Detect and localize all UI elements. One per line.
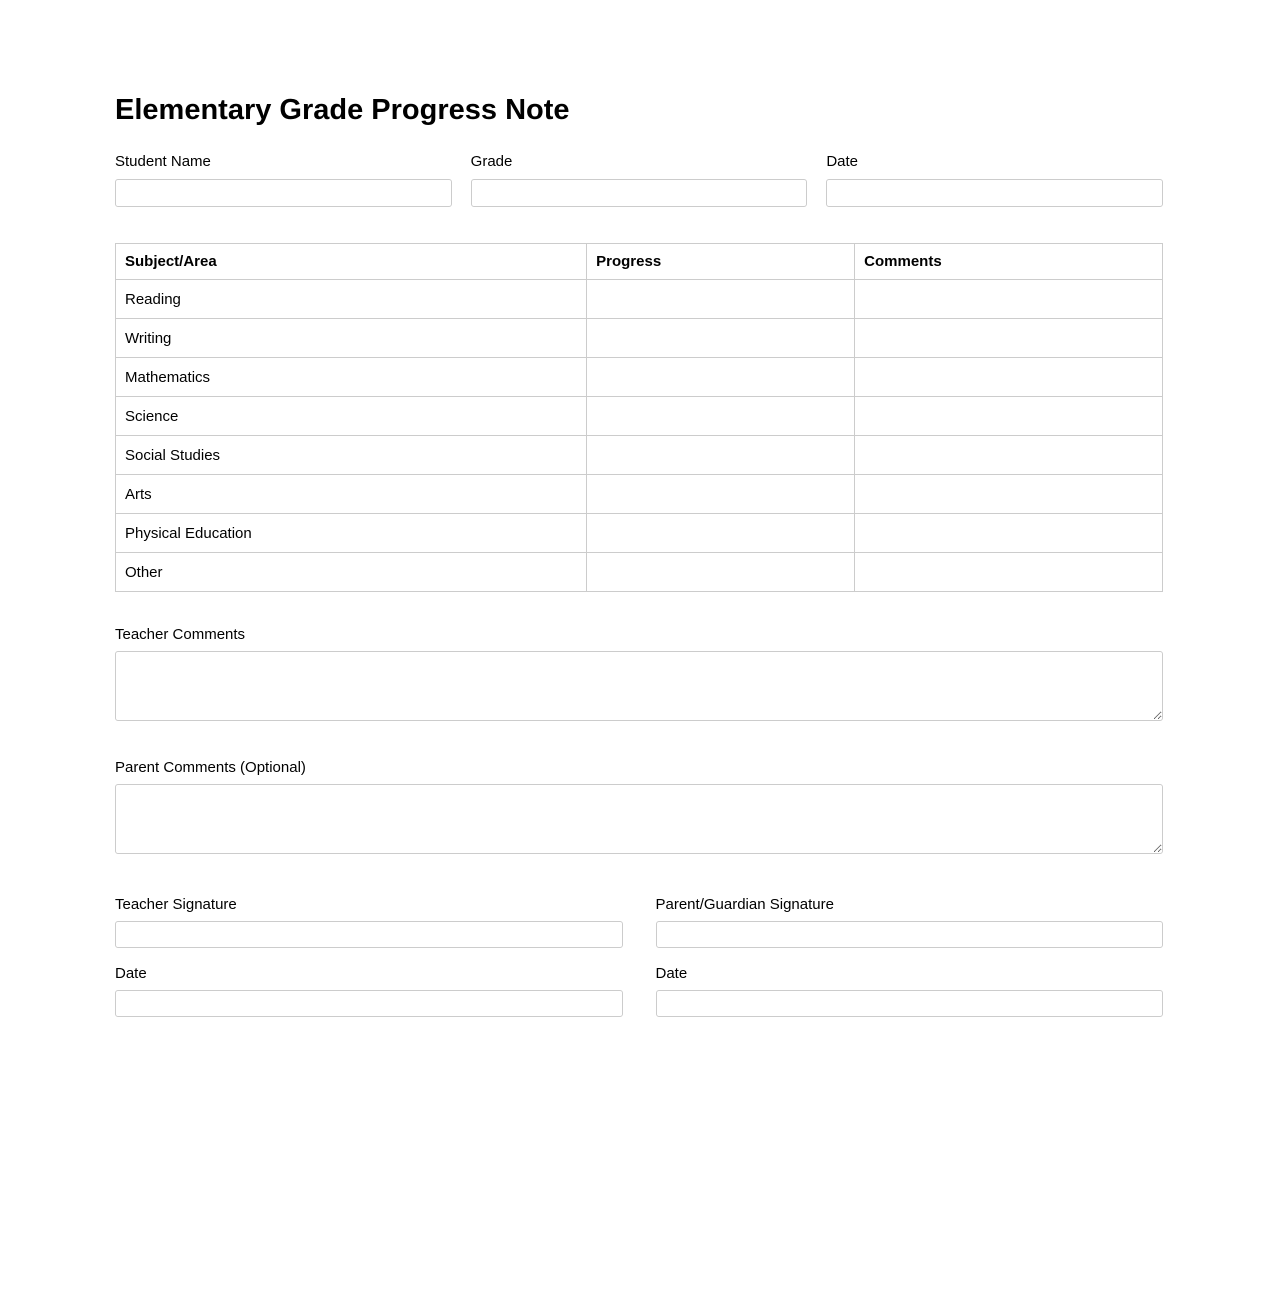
table-row [116, 397, 1163, 436]
top-fields-row [115, 153, 1163, 207]
grade-input[interactable] [471, 179, 808, 207]
comments-cell [855, 514, 1163, 553]
header-subject-area: Subject/Area [116, 244, 587, 280]
student-name-input[interactable] [115, 179, 452, 207]
table-row [116, 436, 1163, 475]
subject-cell: Writing [116, 319, 587, 358]
grade-label: Grade [470, 153, 513, 170]
parent-comments-group [115, 759, 1163, 854]
teacher-signature-column [115, 896, 623, 1034]
progress-note-form [115, 0, 1163, 1034]
parent-signature-group [656, 896, 1164, 948]
table-row [116, 553, 1163, 592]
table-header-row [116, 244, 1163, 280]
teacher-signature-label: Teacher Signature [115, 896, 237, 913]
teacher-comments-group [115, 626, 1163, 721]
parent-comments-textarea[interactable] [115, 784, 1163, 854]
comments-cell [855, 358, 1163, 397]
table-row [116, 475, 1163, 514]
subject-cell: Physical Education [116, 514, 587, 553]
teacher-date-group [115, 965, 623, 1017]
teacher-comments-textarea[interactable] [115, 651, 1163, 721]
teacher-signature-group [115, 896, 623, 948]
parent-date-label: Date [655, 965, 688, 982]
teacher-date-label: Date [115, 965, 147, 982]
comments-cell [855, 319, 1163, 358]
parent-signature-column [656, 896, 1164, 1034]
subject-cell: Mathematics [116, 358, 587, 397]
subjects-table [115, 243, 1163, 592]
subject-cell: Other [116, 553, 587, 592]
page-title: Elementary Grade Progress Note [115, 94, 570, 126]
progress-cell [587, 319, 855, 358]
signatures-section [115, 896, 1163, 1034]
progress-cell [587, 553, 855, 592]
table-row [116, 280, 1163, 319]
progress-cell [587, 475, 855, 514]
parent-signature-input[interactable] [656, 921, 1164, 948]
subject-cell: Science [116, 397, 587, 436]
comments-cell [855, 397, 1163, 436]
comments-cell [855, 436, 1163, 475]
progress-cell [587, 358, 855, 397]
progress-cell [587, 436, 855, 475]
parent-comments-label: Parent Comments (Optional) [115, 759, 306, 776]
student-name-label: Student Name [115, 153, 211, 170]
progress-cell [587, 514, 855, 553]
progress-cell [587, 280, 855, 319]
teacher-date-input[interactable] [115, 990, 623, 1017]
table-row [116, 514, 1163, 553]
parent-date-input[interactable] [656, 990, 1164, 1017]
grade-group [471, 153, 808, 207]
parent-date-group [656, 965, 1164, 1017]
table-row [116, 319, 1163, 358]
parent-signature-label: Parent/Guardian Signature [655, 896, 834, 913]
date-input[interactable] [826, 179, 1163, 207]
header-comments: Comments [855, 244, 1163, 280]
progress-cell [587, 397, 855, 436]
subject-cell: Reading [116, 280, 587, 319]
comments-cell [855, 280, 1163, 319]
subject-cell: Social Studies [116, 436, 587, 475]
header-progress: Progress [587, 244, 855, 280]
subject-cell: Arts [116, 475, 587, 514]
teacher-comments-label: Teacher Comments [115, 626, 246, 643]
table-row [116, 358, 1163, 397]
teacher-signature-input[interactable] [115, 921, 623, 948]
comments-cell [855, 475, 1163, 514]
student-name-group [115, 153, 452, 207]
date-label: Date [826, 153, 859, 170]
date-group [826, 153, 1163, 207]
comments-cell [855, 553, 1163, 592]
